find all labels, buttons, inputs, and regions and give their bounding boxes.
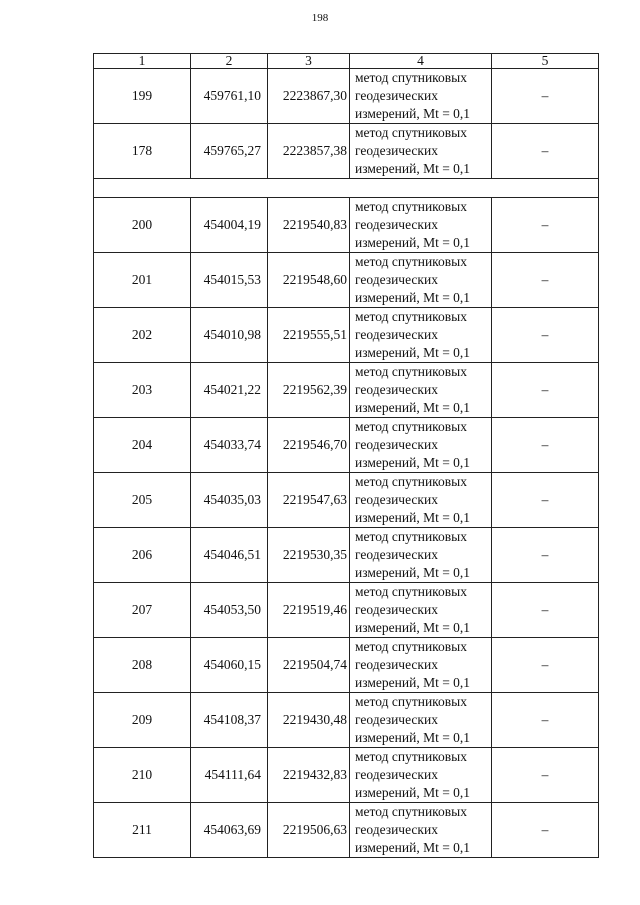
coordinates-table <box>93 53 599 858</box>
x-coordinate-cell: 454046,51 <box>191 528 268 583</box>
table-row <box>94 583 599 638</box>
method-line: метод спутниковых <box>355 125 467 140</box>
note-cell: – <box>492 69 599 124</box>
y-coordinate-cell: 2219432,83 <box>268 748 350 803</box>
table-row <box>94 308 599 363</box>
point-number-cell: 199 <box>94 69 191 124</box>
method-line: измерений, Mt = 0,1 <box>355 510 471 525</box>
method-line: метод спутниковых <box>355 199 467 214</box>
method-cell <box>350 418 492 473</box>
note-cell: – <box>492 124 599 179</box>
point-number-cell: 200 <box>94 198 191 253</box>
x-coordinate-cell: 454015,53 <box>191 253 268 308</box>
table-row <box>94 198 599 253</box>
separator-row <box>94 179 599 198</box>
method-cell <box>350 198 492 253</box>
column-header: 1 <box>94 54 191 69</box>
y-coordinate-cell: 2219519,46 <box>268 583 350 638</box>
point-number-cell: 205 <box>94 473 191 528</box>
method-cell <box>350 69 492 124</box>
y-coordinate-cell: 2219555,51 <box>268 308 350 363</box>
column-header: 5 <box>492 54 599 69</box>
table-row <box>94 638 599 693</box>
point-number-cell: 202 <box>94 308 191 363</box>
table-row <box>94 528 599 583</box>
x-coordinate-cell: 454004,19 <box>191 198 268 253</box>
method-cell <box>350 363 492 418</box>
method-line: метод спутниковых <box>355 70 467 85</box>
x-coordinate-cell: 454021,22 <box>191 363 268 418</box>
method-line: измерений, Mt = 0,1 <box>355 161 471 176</box>
method-line: геодезических <box>355 712 438 727</box>
x-coordinate-cell: 454035,03 <box>191 473 268 528</box>
method-line: измерений, Mt = 0,1 <box>355 345 471 360</box>
method-cell <box>350 638 492 693</box>
method-cell <box>350 583 492 638</box>
point-number-cell: 203 <box>94 363 191 418</box>
table-row <box>94 363 599 418</box>
method-line: метод спутниковых <box>355 254 467 269</box>
method-line: геодезических <box>355 767 438 782</box>
method-line: геодезических <box>355 822 438 837</box>
method-line: измерений, Mt = 0,1 <box>355 235 471 250</box>
method-line: измерений, Mt = 0,1 <box>355 455 471 470</box>
note-cell: – <box>492 418 599 473</box>
method-line: измерений, Mt = 0,1 <box>355 840 471 855</box>
note-cell: – <box>492 583 599 638</box>
method-line: измерений, Mt = 0,1 <box>355 620 471 635</box>
method-line: метод спутниковых <box>355 639 467 654</box>
y-coordinate-cell: 2219562,39 <box>268 363 350 418</box>
point-number-cell: 211 <box>94 803 191 858</box>
header-row <box>94 54 599 69</box>
x-coordinate-cell: 459765,27 <box>191 124 268 179</box>
method-line: геодезических <box>355 327 438 342</box>
note-cell: – <box>492 803 599 858</box>
method-cell <box>350 124 492 179</box>
note-cell: – <box>492 253 599 308</box>
point-number-cell: 201 <box>94 253 191 308</box>
table-row <box>94 473 599 528</box>
x-coordinate-cell: 454060,15 <box>191 638 268 693</box>
method-line: метод спутниковых <box>355 309 467 324</box>
method-line: метод спутниковых <box>355 749 467 764</box>
x-coordinate-cell: 454108,37 <box>191 693 268 748</box>
method-cell <box>350 693 492 748</box>
table-row <box>94 803 599 858</box>
table-row <box>94 124 599 179</box>
y-coordinate-cell: 2219546,70 <box>268 418 350 473</box>
x-coordinate-cell: 454033,74 <box>191 418 268 473</box>
method-cell <box>350 253 492 308</box>
y-coordinate-cell: 2223857,38 <box>268 124 350 179</box>
point-number-cell: 207 <box>94 583 191 638</box>
note-cell: – <box>492 528 599 583</box>
method-line: измерений, Mt = 0,1 <box>355 106 471 121</box>
method-cell <box>350 748 492 803</box>
method-line: геодезических <box>355 88 438 103</box>
point-number-cell: 178 <box>94 124 191 179</box>
point-number-cell: 208 <box>94 638 191 693</box>
point-number-cell: 209 <box>94 693 191 748</box>
point-number-cell: 204 <box>94 418 191 473</box>
method-line: измерений, Mt = 0,1 <box>355 400 471 415</box>
x-coordinate-cell: 454053,50 <box>191 583 268 638</box>
table-row <box>94 418 599 473</box>
method-line: геодезических <box>355 657 438 672</box>
y-coordinate-cell: 2219548,60 <box>268 253 350 308</box>
table-row <box>94 748 599 803</box>
column-header: 4 <box>350 54 492 69</box>
method-cell <box>350 803 492 858</box>
note-cell: – <box>492 693 599 748</box>
method-line: измерений, Mt = 0,1 <box>355 565 471 580</box>
method-line: метод спутниковых <box>355 364 467 379</box>
y-coordinate-cell: 2219547,63 <box>268 473 350 528</box>
x-coordinate-cell: 459761,10 <box>191 69 268 124</box>
method-line: геодезических <box>355 382 438 397</box>
method-line: метод спутниковых <box>355 529 467 544</box>
method-line: измерений, Mt = 0,1 <box>355 730 471 745</box>
method-line: измерений, Mt = 0,1 <box>355 675 471 690</box>
method-line: метод спутниковых <box>355 804 467 819</box>
y-coordinate-cell: 2219540,83 <box>268 198 350 253</box>
note-cell: – <box>492 473 599 528</box>
x-coordinate-cell: 454063,69 <box>191 803 268 858</box>
method-line: геодезических <box>355 492 438 507</box>
y-coordinate-cell: 2223867,30 <box>268 69 350 124</box>
y-coordinate-cell: 2219504,74 <box>268 638 350 693</box>
method-line: метод спутниковых <box>355 419 467 434</box>
note-cell: – <box>492 638 599 693</box>
method-cell <box>350 528 492 583</box>
point-number-cell: 210 <box>94 748 191 803</box>
table-row <box>94 693 599 748</box>
method-line: геодезических <box>355 437 438 452</box>
method-line: геодезических <box>355 217 438 232</box>
note-cell: – <box>492 748 599 803</box>
note-cell: – <box>492 198 599 253</box>
note-cell: – <box>492 363 599 418</box>
point-number-cell: 206 <box>94 528 191 583</box>
page-number: 198 <box>311 12 329 24</box>
column-header: 2 <box>191 54 268 69</box>
note-cell: – <box>492 308 599 363</box>
method-line: метод спутниковых <box>355 474 467 489</box>
y-coordinate-cell: 2219506,63 <box>268 803 350 858</box>
separator-cell <box>94 179 599 198</box>
y-coordinate-cell: 2219530,35 <box>268 528 350 583</box>
table-body <box>94 69 599 858</box>
method-line: метод спутниковых <box>355 584 467 599</box>
method-cell <box>350 308 492 363</box>
x-coordinate-cell: 454111,64 <box>191 748 268 803</box>
method-line: геодезических <box>355 602 438 617</box>
table-row <box>94 253 599 308</box>
x-coordinate-cell: 454010,98 <box>191 308 268 363</box>
y-coordinate-cell: 2219430,48 <box>268 693 350 748</box>
method-line: геодезических <box>355 272 438 287</box>
method-cell <box>350 473 492 528</box>
method-line: метод спутниковых <box>355 694 467 709</box>
table-row <box>94 69 599 124</box>
method-line: геодезических <box>355 143 438 158</box>
method-line: геодезических <box>355 547 438 562</box>
method-line: измерений, Mt = 0,1 <box>355 785 471 800</box>
column-header: 3 <box>268 54 350 69</box>
method-line: измерений, Mt = 0,1 <box>355 290 471 305</box>
